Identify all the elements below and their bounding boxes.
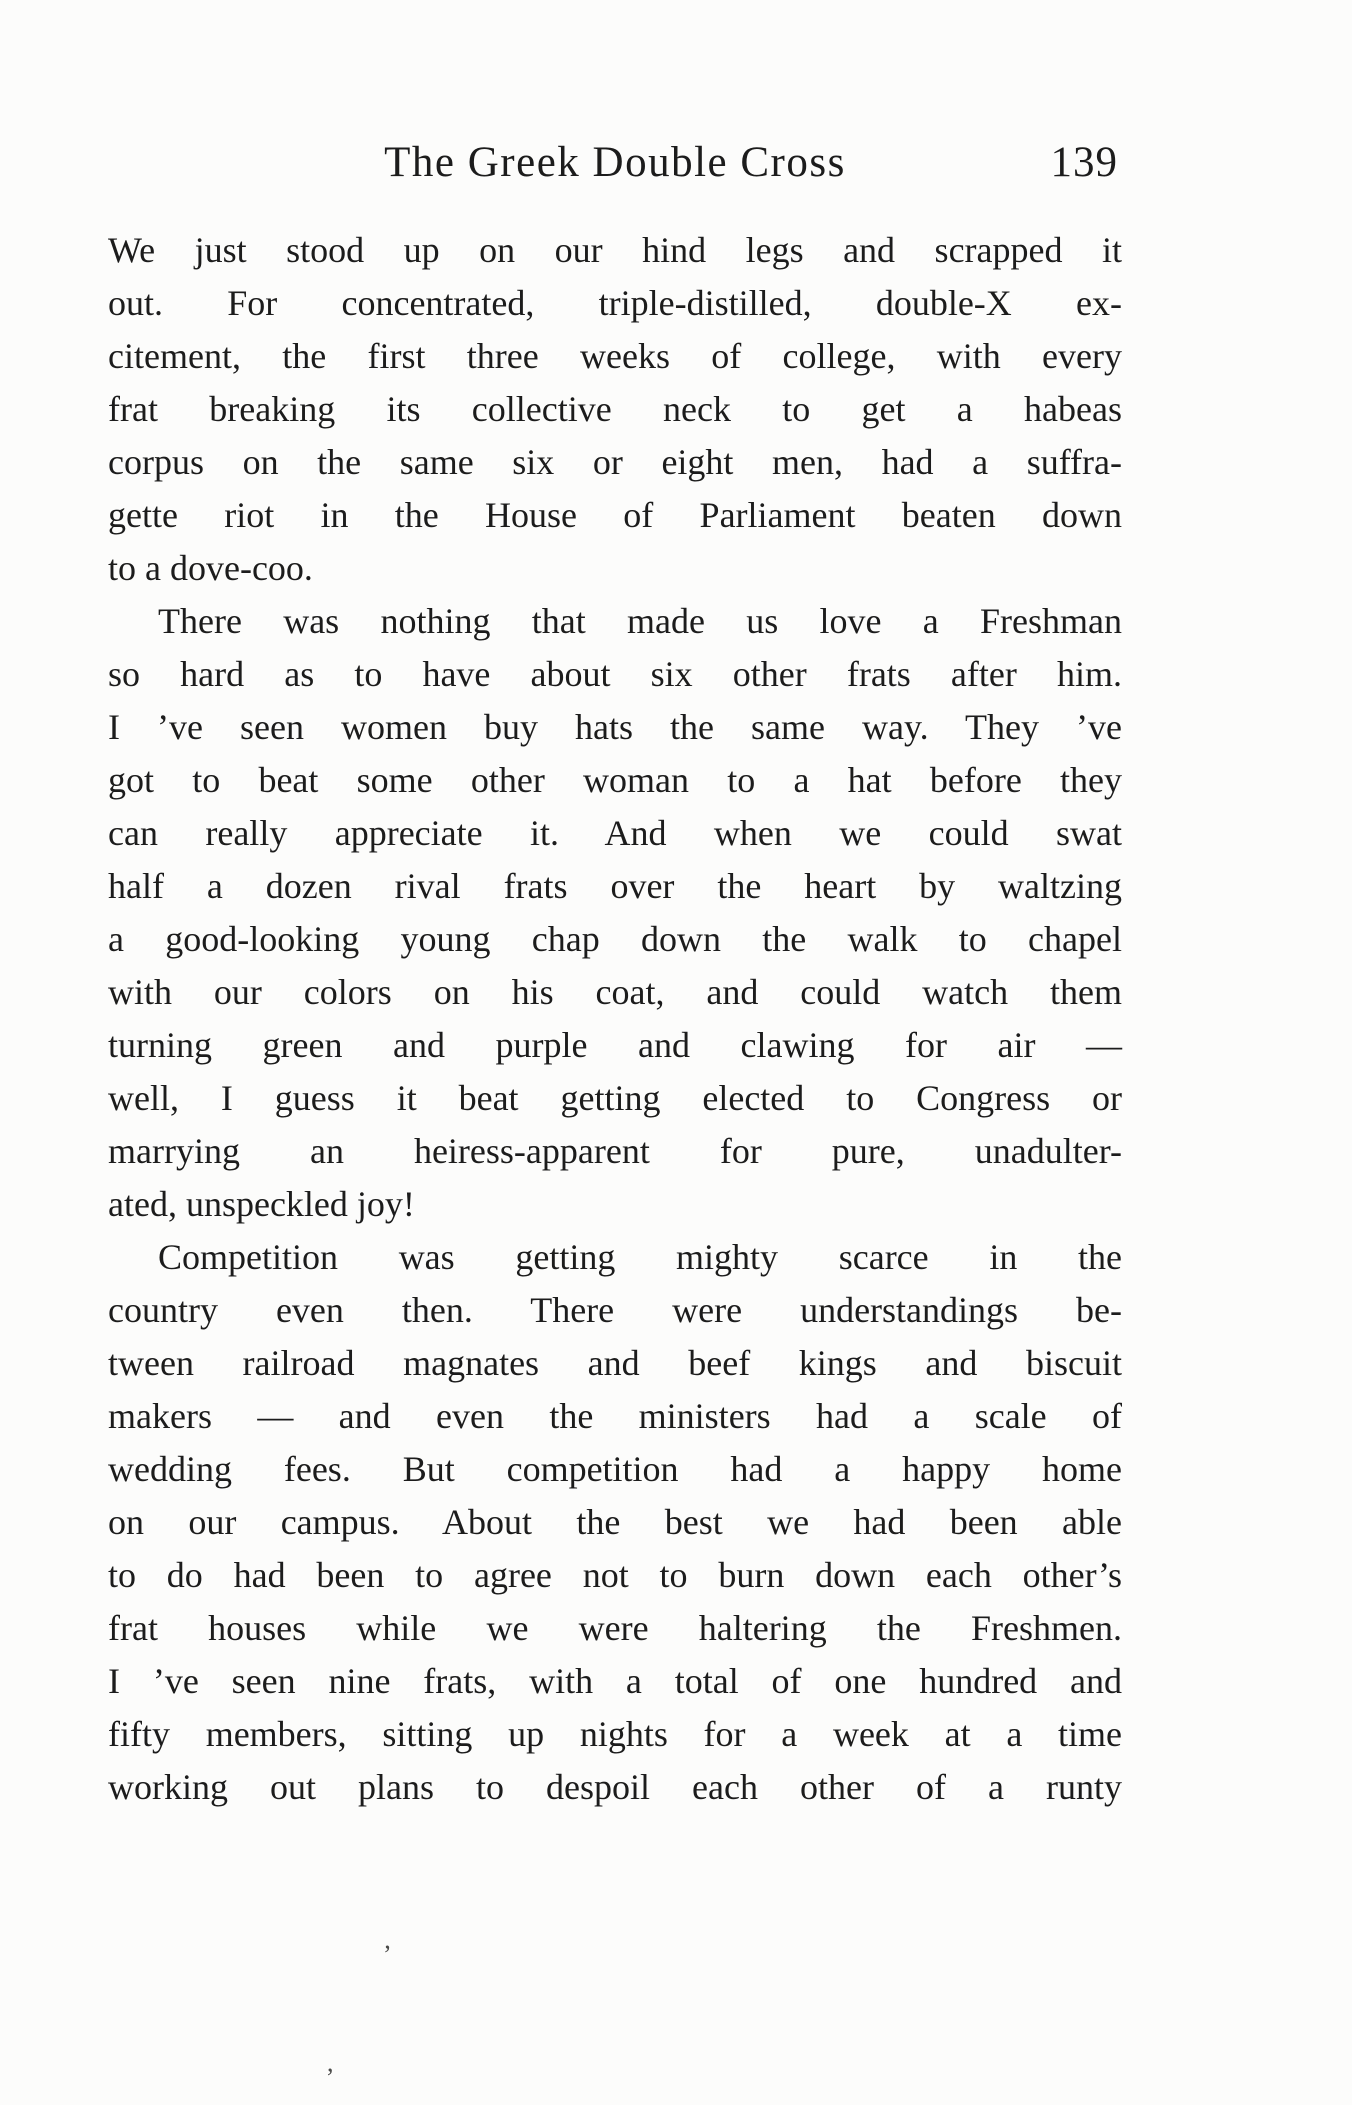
text-line: well, I guess it beat getting elected to Congress or: [108, 1078, 1122, 1118]
text-line: gette riot in the House of Parliament beaten down: [108, 495, 1122, 535]
text-line: wedding fees. But competition had a happy home: [108, 1449, 1122, 1489]
text-line: to do had been to agree not to burn down each other’s: [108, 1555, 1122, 1595]
text-line: turning green and purple and clawing for air —: [108, 1025, 1122, 1065]
paragraph: [108, 595, 1122, 1231]
text-line: got to beat some other woman to a hat before they: [108, 760, 1122, 800]
scan-artifact: ’: [383, 1940, 392, 1969]
text-line: We just stood up on our hind legs and scrapped it: [108, 230, 1122, 270]
text-line: can really appreciate it. And when we could swat: [108, 813, 1122, 853]
running-head-title: The Greek Double Cross: [384, 139, 846, 186]
text-line: with our colors on his coat, and could watch them: [108, 972, 1122, 1012]
text-line: makers — and even the ministers had a scale of: [108, 1396, 1122, 1436]
page-number: 139: [1050, 139, 1118, 186]
paragraph: [108, 1231, 1122, 1814]
text-line: Competition was getting mighty scarce in the: [158, 1237, 1122, 1277]
text-line: ated, unspeckled joy!: [108, 1184, 415, 1224]
text-line: so hard as to have about six other frats after him.: [108, 654, 1122, 694]
text-line: a good-looking young chap down the walk to chapel: [108, 919, 1122, 959]
text-line: out. For concentrated, triple-distilled, double-X ex-: [108, 283, 1122, 323]
body-text: [108, 224, 1122, 1814]
text-line: half a dozen rival frats over the heart by waltzing: [108, 866, 1122, 906]
text-line: marrying an heiress-apparent for pure, unadulter-: [108, 1131, 1122, 1171]
text-line: citement, the first three weeks of college, with every: [108, 336, 1122, 376]
paragraph: [108, 224, 1122, 595]
text-line: fifty members, sitting up nights for a week at a time: [108, 1714, 1122, 1754]
text-line: country even then. There were understandings be-: [108, 1290, 1122, 1330]
text-line: to a dove-coo.: [108, 548, 313, 588]
text-line: frat breaking its collective neck to get a habeas: [108, 389, 1122, 429]
page-header: [108, 138, 1122, 198]
text-line: There was nothing that made us love a Freshman: [158, 601, 1122, 641]
text-line: frat houses while we were haltering the Freshmen.: [108, 1608, 1122, 1648]
text-line: I ’ve seen women buy hats the same way. They ’ve: [108, 707, 1122, 747]
text-line: I ’ve seen nine frats, with a total of one hundred and: [108, 1661, 1122, 1701]
scan-artifact: ,: [327, 2048, 334, 2077]
text-line: working out plans to despoil each other of a runty: [108, 1767, 1122, 1807]
text-line: on our campus. About the best we had been able: [108, 1502, 1122, 1542]
text-line: corpus on the same six or eight men, had a suffra-: [108, 442, 1122, 482]
text-line: tween railroad magnates and beef kings and biscuit: [108, 1343, 1122, 1383]
